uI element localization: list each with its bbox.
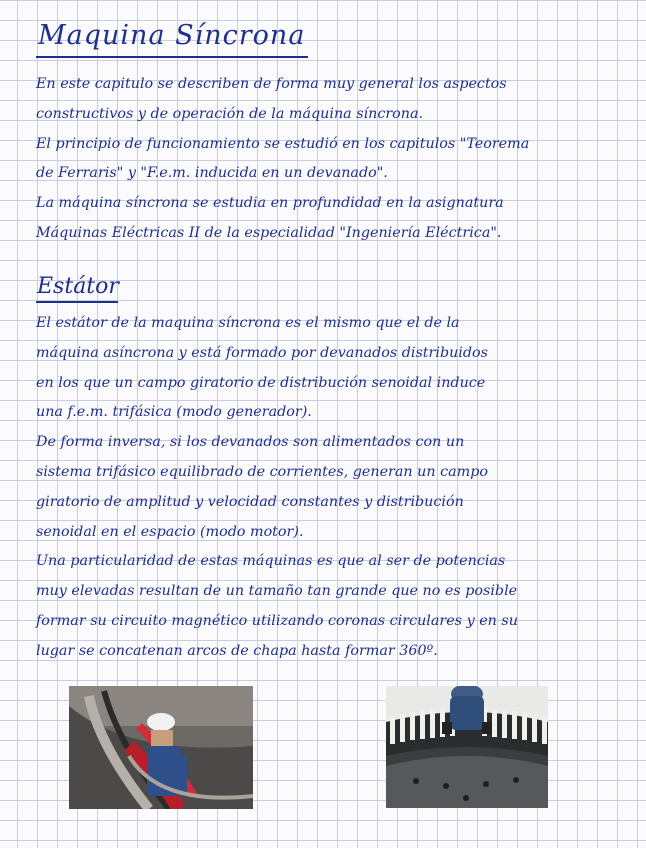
section-underline — [36, 301, 118, 303]
stator-winding-photo — [386, 686, 548, 808]
page-title: Maquina Síncrona — [38, 20, 306, 51]
intro-paragraph: En este capitulo se describen de forma muy general los aspectos constructivos y de operación de la máquina síncrona. El principio de funcionamiento se estudió en los capitulos "Teorema de Ferraris" y "F.e.m. inducida en un devanado". La máquina síncrona se estudia en profundidad en la asignatura Máquinas Eléctricas II de la especialidad "Ingeniería Eléctrica". — [36, 76, 530, 241]
stator-paragraph: El estátor de la maquina síncrona es el mismo que el de la máquina asíncrona y está formado por devanados distribuidos en los que un campo giratorio de distribución senoidal induce una f.e.m. trifásica (modo generador). De forma inversa, si los devanados son alimentados con un sistema trifásico equilibrado de corrientes, generan un campo giratorio de amplitud y velocidad constantes y distribución senoidal en el espacio (modo motor). Una particularidad de estas máquinas es que al ser de potencias muy elevadas resultan de un tamaño tan grande que no es posible formar su circuito magnético utilizando coronas circulares y en su lugar se concatenan arcos de chapa hasta formar 360º. — [36, 315, 518, 659]
section-title: Estátor — [37, 274, 119, 299]
title-underline — [36, 56, 308, 58]
stator-worker-photo — [69, 686, 253, 809]
